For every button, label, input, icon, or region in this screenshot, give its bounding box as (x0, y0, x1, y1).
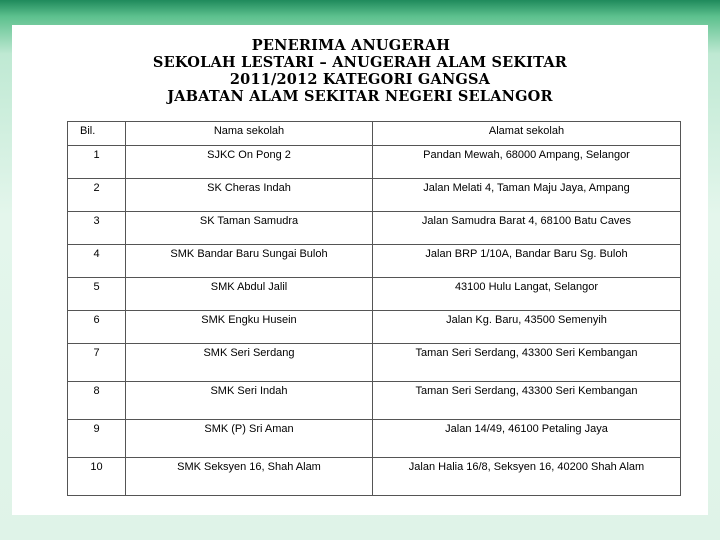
school-address: Jalan 14/49, 46100 Petaling Jaya (373, 420, 681, 458)
row-number: 2 (68, 179, 126, 212)
table-row (68, 420, 681, 458)
table-row (68, 458, 681, 496)
school-name: SMK Engku Husein (126, 311, 373, 344)
row-number: 6 (68, 311, 126, 344)
title-line-2: SEKOLAH LESTARI – ANUGERAH ALAM SEKITAR (152, 54, 568, 71)
school-address: Taman Seri Serdang, 43300 Seri Kembangan (373, 382, 681, 420)
table-row (68, 212, 681, 245)
header-bil: Bil. (68, 122, 126, 146)
school-name: SK Taman Samudra (126, 212, 373, 245)
row-number: 1 (68, 146, 126, 179)
header-nama-sekolah: Nama sekolah (126, 122, 373, 146)
school-name: SMK (P) Sri Aman (126, 420, 373, 458)
title-line-1: PENERIMA ANUGERAH (251, 37, 451, 54)
row-number: 7 (68, 344, 126, 382)
title-line-3: 2011/2012 KATEGORI GANGSA (229, 71, 491, 88)
school-address: Jalan Samudra Barat 4, 68100 Batu Caves (373, 212, 681, 245)
school-name: SK Cheras Indah (126, 179, 373, 212)
row-number: 8 (68, 382, 126, 420)
school-address: 43100 Hulu Langat, Selangor (373, 278, 681, 311)
school-address: Jalan BRP 1/10A, Bandar Baru Sg. Buloh (373, 245, 681, 278)
school-address: Jalan Kg. Baru, 43500 Semenyih (373, 311, 681, 344)
document-title (12, 37, 708, 105)
school-name: SMK Seksyen 16, Shah Alam (126, 458, 373, 496)
table-row (68, 344, 681, 382)
table-row (68, 245, 681, 278)
row-number: 4 (68, 245, 126, 278)
table-row (68, 179, 681, 212)
school-name: SJKC On Pong 2 (126, 146, 373, 179)
row-number: 5 (68, 278, 126, 311)
table-row (68, 146, 681, 179)
title-line-4: JABATAN ALAM SEKITAR NEGERI SELANGOR (167, 88, 553, 105)
school-name: SMK Seri Indah (126, 382, 373, 420)
school-address: Taman Seri Serdang, 43300 Seri Kembangan (373, 344, 681, 382)
school-name: SMK Seri Serdang (126, 344, 373, 382)
school-table (67, 121, 681, 496)
school-name: SMK Abdul Jalil (126, 278, 373, 311)
slide-page (12, 25, 708, 515)
school-address: Jalan Melati 4, Taman Maju Jaya, Ampang (373, 179, 681, 212)
row-number: 10 (68, 458, 126, 496)
school-address: Jalan Halia 16/8, Seksyen 16, 40200 Shah Alam (373, 458, 681, 496)
school-name: SMK Bandar Baru Sungai Buloh (126, 245, 373, 278)
row-number: 9 (68, 420, 126, 458)
table-header-row (68, 122, 681, 146)
school-address: Pandan Mewah, 68000 Ampang, Selangor (373, 146, 681, 179)
table-row (68, 278, 681, 311)
header-alamat-sekolah: Alamat sekolah (373, 122, 681, 146)
row-number: 3 (68, 212, 126, 245)
table-row (68, 311, 681, 344)
table-row (68, 382, 681, 420)
